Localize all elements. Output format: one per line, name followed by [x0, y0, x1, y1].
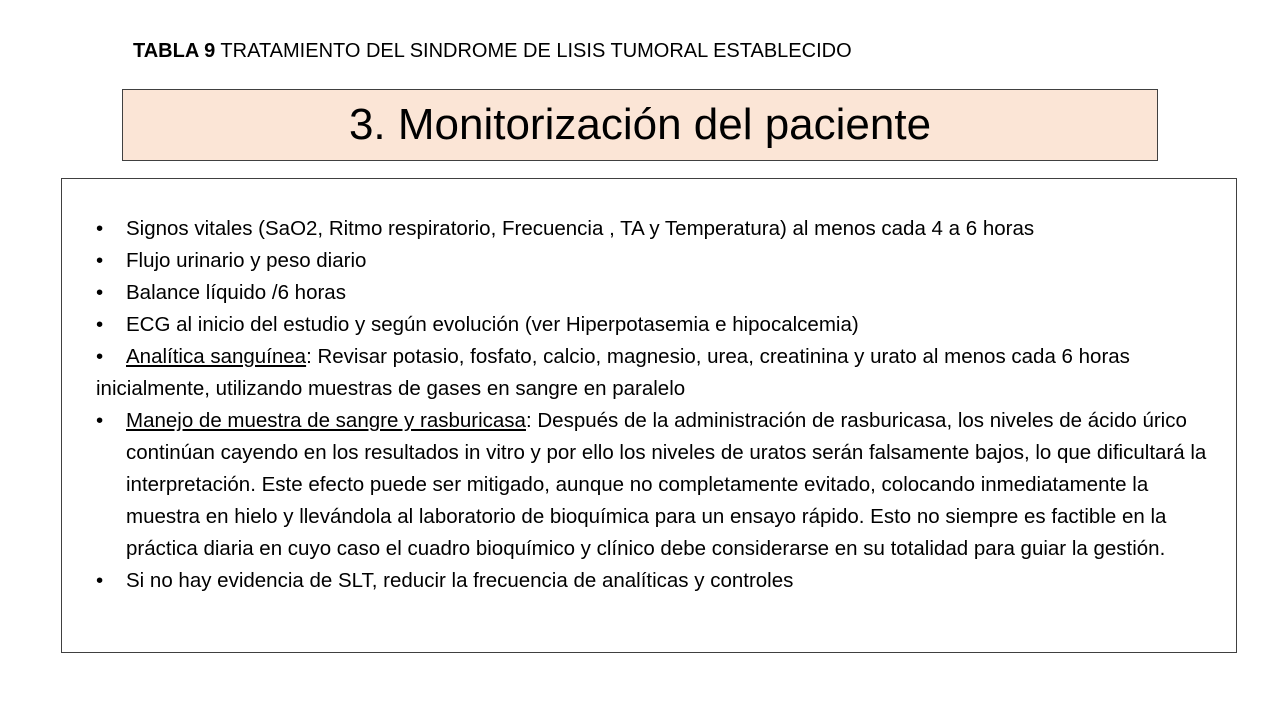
list-item-label: Analítica sanguínea: [126, 345, 307, 368]
list-item: [96, 309, 1226, 341]
table-caption: [133, 37, 852, 65]
content-box: [61, 178, 1237, 653]
list-item-text: : Después de la administración de rasburicasa, los niveles de ácido úrico continúan cayendo en los resultados in vitro y por ello los niveles de uratos serán falsamente bajos, lo que dificultará la interpretación. Este efecto puede ser mitigado, aunque no completamente evitado, colocando inmediatamente la muestra en hielo y llevándola al laboratorio de bioquímica para un ensayo rápido. Esto no siempre es factible en la práctica diaria en cuyo caso el cuadro bioquímico y clínico debe considerarse en su totalidad para guiar la gestión.: [126, 409, 1207, 560]
list-item: [96, 213, 1226, 245]
bullet-icon: •: [96, 249, 104, 272]
bullet-icon: •: [96, 569, 104, 592]
section-title: 3. Monitorización del paciente: [348, 100, 932, 149]
bullet-icon: •: [96, 345, 104, 368]
bullet-icon: •: [96, 313, 104, 336]
table-title: TRATAMIENTO DEL SINDROME DE LISIS TUMORAL ESTABLECIDO: [220, 40, 852, 62]
list-item: [96, 245, 1226, 277]
list-item-text: Signos vitales (SaO2, Ritmo respiratorio, Frecuencia , TA y Temperatura) al menos cada 4 a 6 horas: [126, 217, 1035, 240]
list-item-text: : Revisar potasio, fosfato, calcio, magnesio, urea, creatinina y urato al menos cada 6 horas inicialmente, utilizando muestras de gases en sangre en paralelo: [96, 345, 1130, 400]
section-title-box: [122, 89, 1158, 161]
table-number: TABLA 9: [133, 40, 216, 62]
list-item: [96, 277, 1226, 309]
list-item-text: Balance líquido /6 horas: [126, 281, 346, 304]
bullet-list: [96, 213, 1226, 597]
bullet-icon: •: [96, 281, 104, 304]
list-item-text: Si no hay evidencia de SLT, reducir la frecuencia de analíticas y controles: [126, 569, 794, 592]
bullet-icon: •: [96, 217, 104, 240]
list-item-label: Manejo de muestra de sangre y rasburicasa: [126, 409, 526, 432]
list-item: [96, 341, 1226, 405]
bullet-icon: •: [96, 409, 104, 432]
list-item: [96, 565, 1226, 597]
list-item: [96, 405, 1226, 565]
list-item-text: ECG al inicio del estudio y según evolución (ver Hiperpotasemia e hipocalcemia): [126, 313, 859, 336]
list-item-text: Flujo urinario y peso diario: [126, 249, 367, 272]
